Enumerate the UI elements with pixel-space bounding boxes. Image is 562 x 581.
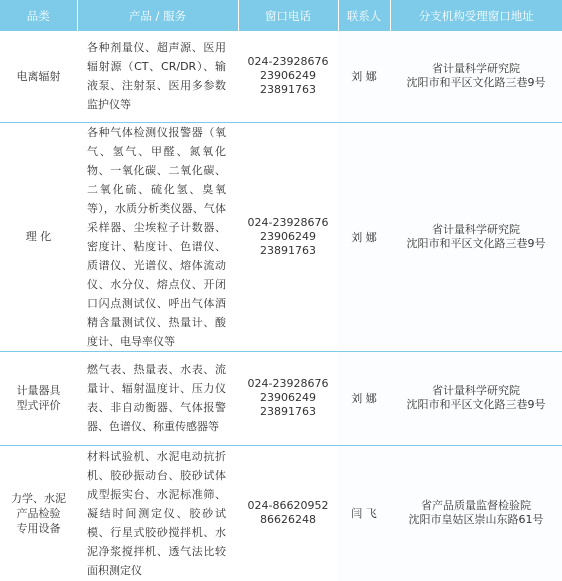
table-row [0, 445, 562, 581]
product-cell: 各种气体检测仪报警器（氧气、氢气、甲醛、氮氧化物、一氧化碳、二氧化碳、二氧化硫、硫化氢、臭氧等），水质分析类仪器、气体采样器、尘埃粒子计数器、密度计、粘度计、色谱仪、质谱仪、光谱仪、熔体流动仪、水分仪、熔点仪、开闭口闪点测试仪、呼出气体酒精含量测试仪、热量计、酸度计、电导率仪等 [77, 122, 238, 351]
contact-cell: 刘 娜 [338, 31, 390, 122]
phone-cell [238, 31, 338, 122]
table-row [0, 122, 562, 351]
phone-number: 23891763 [260, 83, 316, 97]
header-category: 品类 [0, 0, 77, 31]
address-street: 沈阳市和平区文化路三巷9号 [406, 76, 546, 90]
phone-number: 23906249 [260, 229, 316, 243]
phone-number: 23906249 [260, 69, 316, 83]
phone-number: 23906249 [260, 391, 316, 404]
header-product: 产品 / 服务 [77, 0, 238, 31]
phone-cell [238, 351, 338, 445]
address-cell [390, 445, 562, 581]
phone-number: 23891763 [260, 405, 316, 418]
contact-cell: 刘 娜 [338, 351, 390, 445]
address-cell [390, 31, 562, 122]
contact-cell: 刘 娜 [338, 122, 390, 351]
phone-number: 23891763 [260, 243, 316, 257]
product-cell: 燃气表、热量表、水表、流量计、辐射温度计、压力仪表、非自动衡器、气体报警器、色谱仪、称重传感器等 [77, 351, 238, 445]
address-org: 省产品质量监督检验院 [421, 499, 531, 513]
address-org: 省计量科学研究院 [432, 384, 520, 397]
phone-number: 024-86620952 [247, 499, 329, 513]
category-cell: 理 化 [0, 122, 77, 351]
phone-cell [238, 122, 338, 351]
category-cell: 电离辐射 [0, 31, 77, 122]
product-cell: 各种剂量仪、超声源、医用辐射源（CT、CR/DR）、输液泵、注射泵、医用多参数监护仪等 [77, 31, 238, 122]
address-org: 省计量科学研究院 [432, 62, 520, 76]
address-cell [390, 351, 562, 445]
table-row [0, 351, 562, 445]
address-street: 沈阳市皇姑区崇山东路61号 [408, 513, 544, 527]
phone-cell [238, 445, 338, 581]
category-cell: 计量器具 型式评价 [0, 351, 77, 445]
category-cell: 力学、水泥 产品检验 专用设备 [11, 491, 66, 535]
address-org: 省计量科学研究院 [432, 222, 520, 236]
header-contact: 联系人 [338, 0, 390, 31]
phone-number: 86626248 [260, 513, 316, 527]
phone-number: 024-23928676 [247, 55, 329, 69]
phone-number: 024-23928676 [247, 215, 329, 229]
address-street: 沈阳市和平区文化路三巷9号 [406, 398, 546, 411]
header-address: 分支机构受理窗口地址 [390, 0, 562, 31]
contact-cell: 闫 飞 [338, 445, 390, 581]
address-street: 沈阳市和平区文化路三巷9号 [406, 236, 546, 250]
phone-number: 024-23928676 [247, 377, 329, 390]
product-cell: 材料试验机、水泥电动抗折机、胶砂振动台、胶砂试体成型振实台、水泥标准筛、凝结时间测定仪、胶砂试模、行星式胶砂搅拌机、水泥净浆搅拌机、透气法比较面积测定仪 [87, 449, 226, 577]
table-row [0, 31, 562, 122]
table-header-row [0, 0, 562, 31]
address-cell [390, 122, 562, 351]
header-phone: 窗口电话 [238, 0, 338, 31]
